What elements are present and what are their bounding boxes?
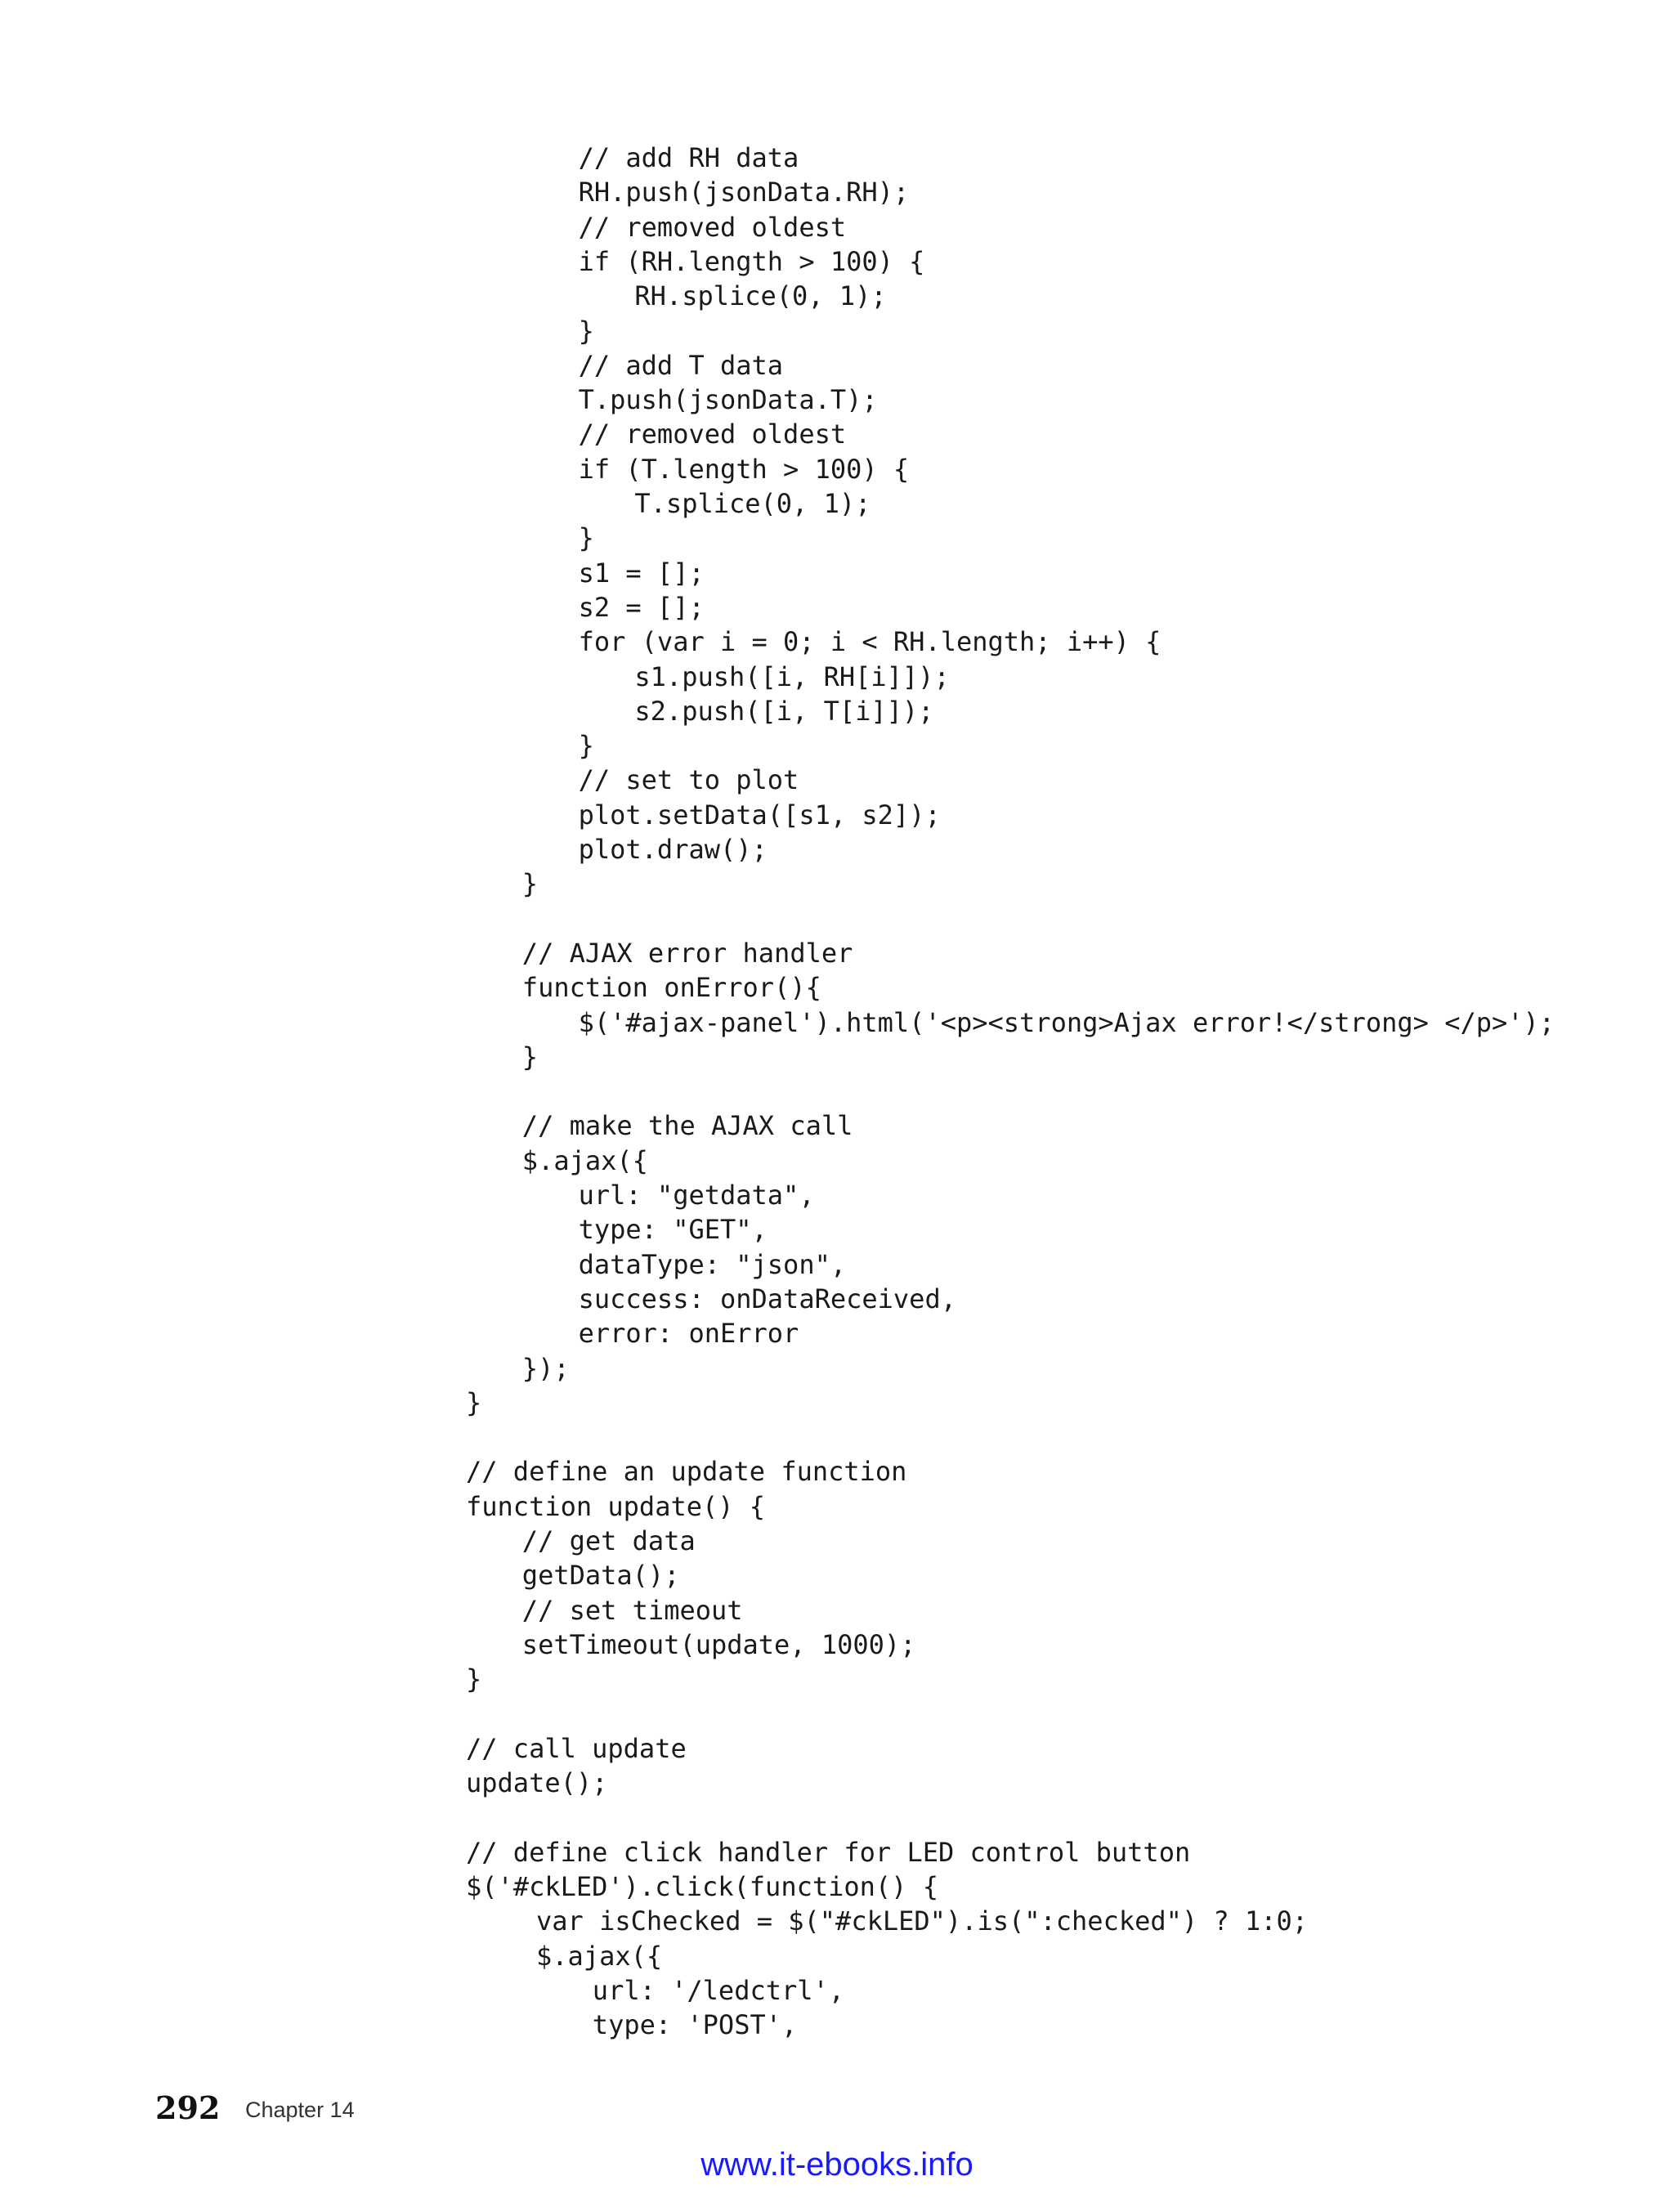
code-line: // add RH data [578,142,799,173]
code-line: getData(); [521,1560,680,1592]
code-line: function onError(){ [521,972,821,1004]
code-line: $('#ajax-panel').html('<p><strong>Ajax error!</strong> </p>'); [578,1006,1555,1038]
code-line: // removed oldest [578,211,847,243]
code-line: RH.push(jsonData.RH); [578,177,910,208]
code-line: } [578,315,594,347]
code-line: plot.draw(); [578,834,768,865]
code-line: } [521,1041,539,1072]
code-line: // add T data [578,349,784,381]
code-line: if (RH.length > 100) { [578,245,925,277]
code-line: s2.push([i, T[i]]); [634,695,934,727]
code-line: $('#ckLED').click(function() { [466,1871,938,1902]
code-line: // get data [521,1525,696,1556]
chapter-label: Chapter 14 [245,2098,355,2122]
code-line: update(); [466,1767,608,1799]
code-line: s1.push([i, RH[i]]); [634,660,950,692]
code-line: // define an update function [466,1456,907,1488]
code-line: // define click handler for LED control button [466,1836,1191,1868]
code-line: $.ajax({ [536,1940,663,1972]
code-line: for (var i = 0; i < RH.length; i++) { [578,626,1162,658]
code-line: type: "GET", [578,1214,768,1246]
code-line: // removed oldest [578,419,847,450]
code-line: T.push(jsonData.T); [578,384,878,416]
code-line: } [466,1663,482,1695]
watermark-link[interactable]: www.it-ebooks.info [700,2147,974,2183]
code-line: } [578,730,594,762]
code-line: } [578,522,594,554]
code-line: $.ajax({ [521,1144,648,1176]
page-number: 292 [155,2089,221,2126]
code-line: // AJAX error handler [521,937,853,969]
code-line: // call update [466,1732,687,1764]
code-line: s1 = []; [578,557,705,589]
code-line: url: '/ledctrl', [592,1974,845,2006]
code-line: function update() { [466,1490,766,1522]
code-line: } [466,1386,482,1418]
code-line: dataType: "json", [578,1248,847,1280]
code-line: plot.setData([s1, s2]); [578,799,941,831]
code-line: }); [521,1352,570,1384]
code-line: } [521,868,539,900]
code-line: error: onError [578,1318,799,1350]
code-line: // set timeout [521,1594,743,1626]
code-line: if (T.length > 100) { [578,453,910,485]
code-line: success: onDataReceived, [578,1283,956,1314]
code-line: var isChecked = $("#ckLED").is(":checked") ? 1:0; [536,1905,1309,1937]
code-line: setTimeout(update, 1000); [521,1628,916,1660]
code-line: RH.splice(0, 1); [634,280,887,312]
code-line: T.splice(0, 1); [634,488,871,519]
code-line: // set to plot [578,764,799,796]
code-line: s2 = []; [578,591,705,623]
code-line: // make the AJAX call [521,1110,853,1142]
code-line: type: 'POST', [592,2009,798,2041]
code-line: url: "getdata", [578,1180,815,1211]
